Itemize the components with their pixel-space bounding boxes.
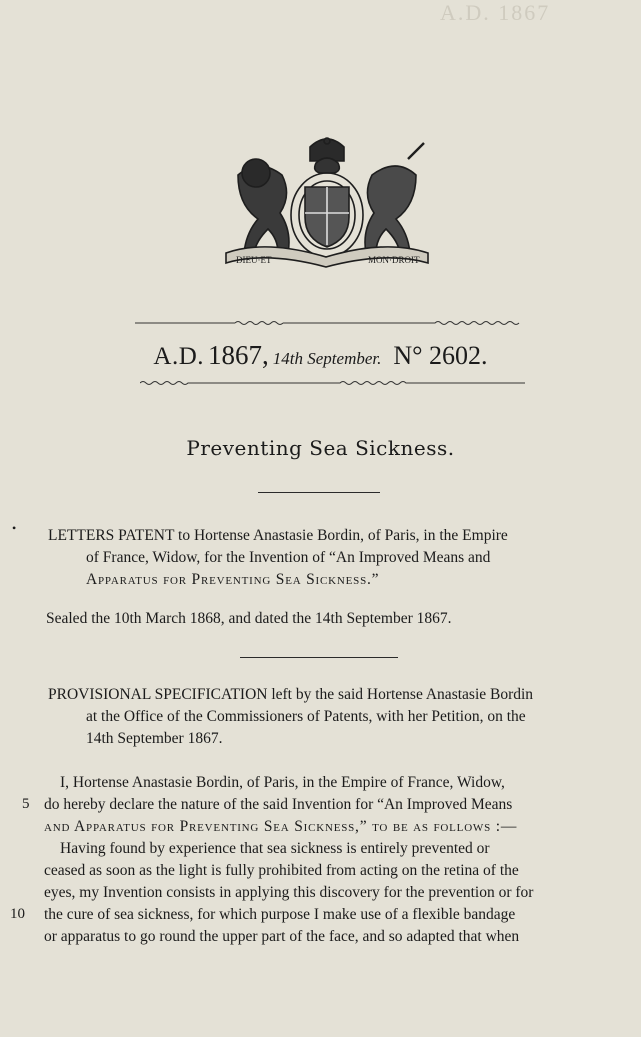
patent-subject: Preventing Sea Sickness. — [186, 436, 455, 460]
svg-text:MON·DROIT: MON·DROIT — [368, 255, 420, 265]
ornamental-rule-top — [135, 320, 527, 326]
body-line: the cure of sea sickness, for which purpose I make use of a flexible bandage — [44, 906, 516, 923]
line-number: 10 — [10, 906, 25, 922]
body-line: eyes, my Invention consists in applying this discovery for the prevention or for — [44, 884, 534, 901]
letters-patent-section — [40, 525, 610, 591]
sealed-line: Sealed the 10th March 1868, and dated the 14th September 1867. — [46, 610, 452, 627]
provisional-line: at the Office of the Commissioners of Patents, with her Petition, on the — [86, 708, 526, 725]
line-number: 5 — [22, 796, 30, 812]
faint-header-mark: A.D. 1867 — [440, 0, 551, 25]
letters-patent-line: Apparatus for Preventing Sea Sickness.” — [86, 571, 380, 588]
patent-year: 1867, — [208, 340, 269, 370]
margin-dot: • — [12, 521, 17, 535]
patent-heading — [0, 340, 641, 371]
patent-number: N° 2602. — [393, 341, 488, 370]
ornamental-rule-bottom — [140, 380, 525, 386]
body-line: and Apparatus for Preventing Sea Sickness,” to be as follows :— — [44, 818, 518, 835]
divider-rule-2 — [240, 657, 398, 658]
body-line: Having found by experience that sea sickness is entirely prevented or — [60, 840, 490, 857]
body-line: ceased as soon as the light is fully prohibited from acting on the retina of the — [44, 862, 519, 879]
body-line: I, Hortense Anastasie Bordin, of Paris, in the Empire of France, Widow, — [60, 774, 505, 791]
provisional-line: 14th September 1867. — [86, 730, 223, 747]
letters-patent-line: LETTERS PATENT to Hortense Anastasie Bordin, of Paris, in the Empire — [48, 527, 508, 544]
specification-body — [40, 772, 610, 948]
letters-patent-line: of France, Widow, for the Invention of “An Improved Means and — [86, 549, 491, 566]
svg-text:DIEU·ET: DIEU·ET — [236, 255, 272, 265]
provisional-section — [40, 684, 610, 750]
royal-coat-of-arms — [218, 135, 436, 270]
ad-label: A.D. — [153, 343, 205, 370]
divider-rule-1 — [258, 492, 380, 493]
body-line: or apparatus to go round the upper part of the face, and so adapted that when — [44, 928, 520, 945]
provisional-line: PROVISIONAL SPECIFICATION left by the said Hortense Anastasie Bordin — [48, 686, 534, 703]
patent-date: 14th September. — [272, 349, 382, 368]
body-line: do hereby declare the nature of the said Invention for “An Improved Means — [44, 796, 513, 813]
